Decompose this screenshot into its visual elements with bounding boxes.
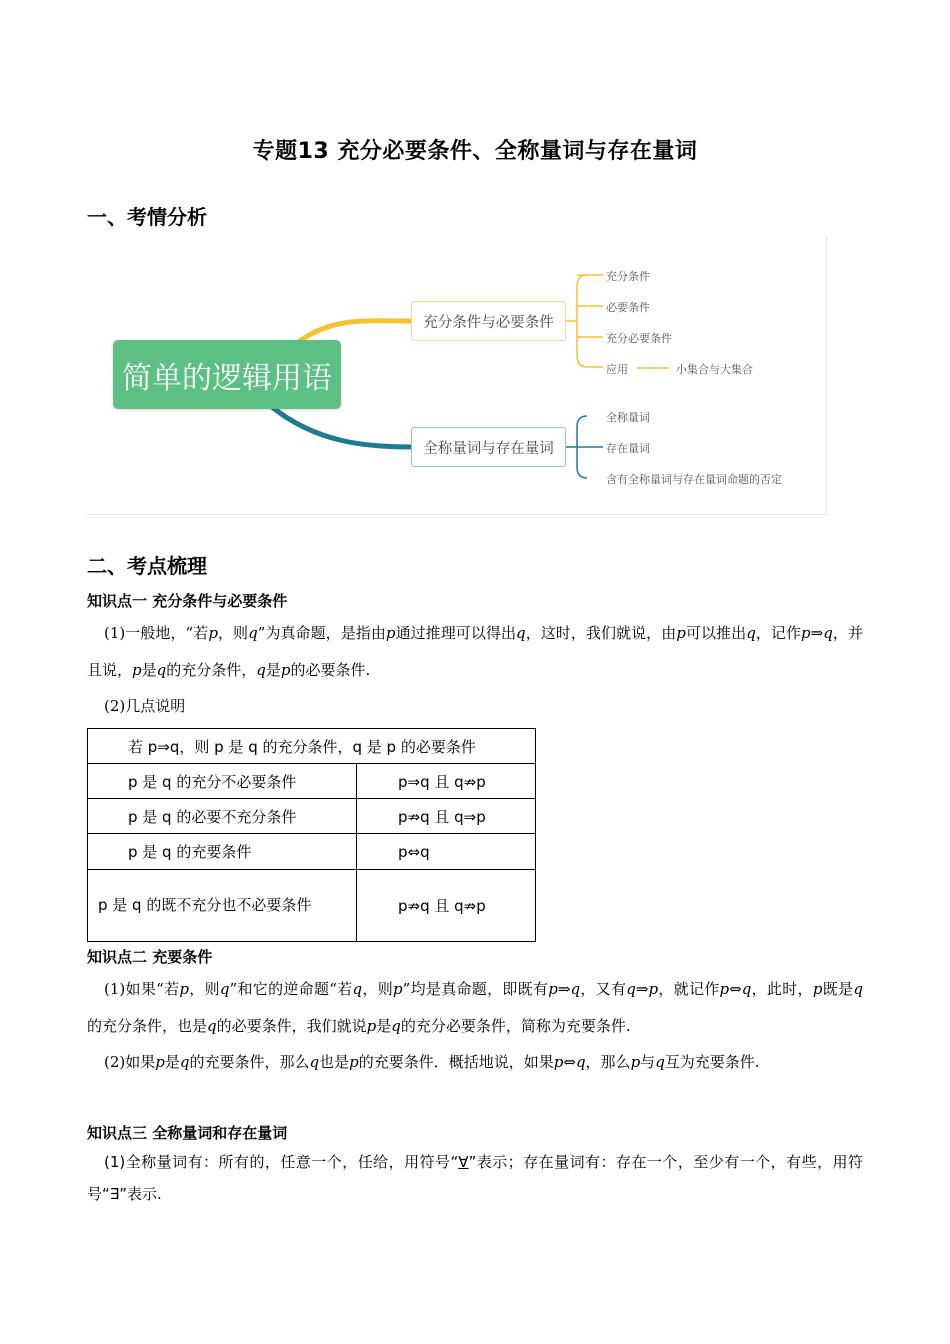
knowledge-point-heading: 知识点三 全称量词和存在量词 [87,1124,288,1142]
mind-map [87,237,827,515]
mind-map-branch-sufficient-necessary: 充分条件与必要条件 [411,301,566,341]
mind-map-leaf: 充分必要条件 [606,332,672,345]
table-cell: p⇒q 且 q⇏p [357,764,536,799]
mind-map-leaf: 含有全称量词与存在量词命题的否定 [606,473,782,486]
mind-map-root: 简单的逻辑用语 [113,340,341,409]
paragraph: (2)几点说明 [104,697,186,715]
table-header-cell: 若 p⇒q，则 p 是 q 的充分条件，q 是 p 的必要条件 [88,729,536,764]
section-heading-points: 二、考点梳理 [87,554,207,578]
table-row [88,799,536,834]
table-row [88,869,536,941]
knowledge-point-heading: 知识点一 充分条件与必要条件 [87,592,288,610]
mind-map-leaf: 充分条件 [606,270,650,283]
mind-map-leaf: 必要条件 [606,301,650,314]
table-cell: p⇔q [357,834,536,869]
mind-map-leaf: 全称量词 [606,411,650,424]
paragraph: (1)如果“若p，则q”和它的逆命题“若q，则p”均是真命题，即既有p⇒q，又有q⇒p，就记作p⇔q，此时，p既是q的充分条件，也是q的必要条件，我们就说p是q的充分必要条件，简称为充要条件. [87,980,863,1035]
mind-map-leaf: 应用 [606,363,628,376]
page-title: 专题13 充分必要条件、全称量词与存在量词 [252,139,698,164]
paragraph: (1)一般地，“若p，则q”为真命题，是指由p通过推理可以得出q，这时，我们就说，由p可以推出q，记作p⇒q，并且说，p是q的充分条件，q是p的必要条件. [87,624,863,679]
table-cell: p 是 q 的必要不充分条件 [88,799,357,834]
mind-map-branch-quantifiers: 全称量词与存在量词 [411,427,566,467]
table-cell: p⇏q 且 q⇏p [357,869,536,941]
bracket-branch1 [566,275,587,367]
table-row [88,834,536,869]
section-heading-analysis: 一、考情分析 [87,205,207,229]
connector-root-branch2 [272,407,411,447]
mind-map-sub-leaf: 小集合与大集合 [676,363,753,376]
table-row [88,764,536,799]
paragraph: (2)如果p是q的充要条件，那么q也是p的充要条件．概括地说，如果p⇔q，那么p与q互为充要条件. [104,1053,760,1071]
conditions-table [87,728,536,942]
table-cell: p⇏q 且 q⇒p [357,799,536,834]
table-cell: p 是 q 的充分不必要条件 [88,764,357,799]
knowledge-point-heading: 知识点二 充要条件 [87,948,213,966]
mind-map-leaf: 存在量词 [606,442,650,455]
paragraph: (1)全称量词有：所有的，任意一个，任给，用符号“∀”表示；存在量词有：存在一个，至少有一个，有些，用符号“∃”表示. [87,1153,863,1203]
table-cell: p 是 q 的既不充分也不必要条件 [88,869,357,941]
table-cell: p 是 q 的充要条件 [88,834,357,869]
